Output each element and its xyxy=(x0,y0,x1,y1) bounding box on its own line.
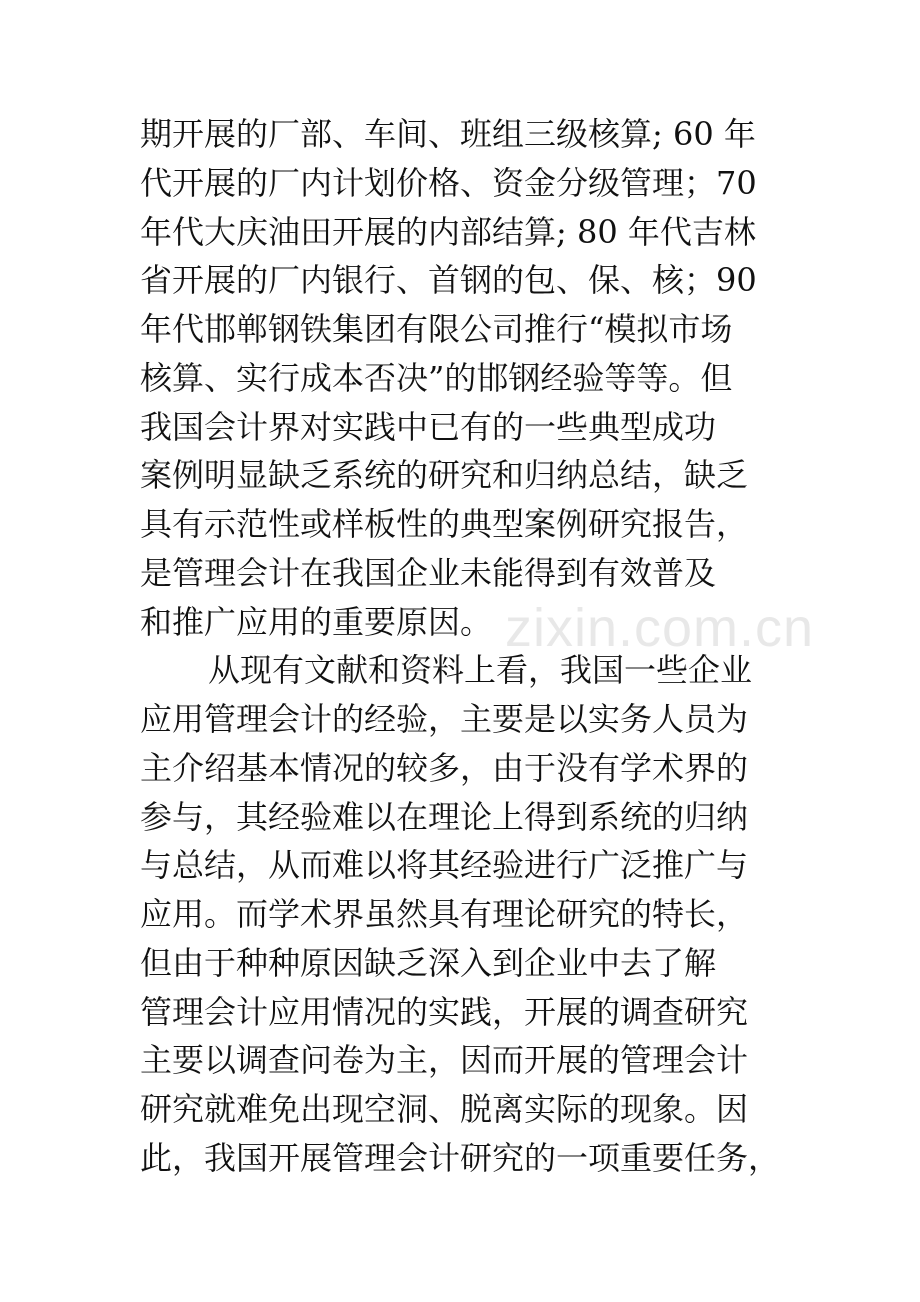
text-line: 主要以调查问卷为主，因而开展的管理会计 xyxy=(140,1041,749,1080)
text-line: 代开展的厂内计划价格、资金分级管理；70 xyxy=(140,163,757,202)
text-line: 但由于种种原因缺乏深入到企业中去了解 xyxy=(140,943,717,982)
text-line: 核算、实行成本否决”的邯钢经验等等。但 xyxy=(140,358,733,397)
text-line: 我国会计界对实践中已有的一些典型成功 xyxy=(140,407,717,446)
text-line: 应用。而学术界虽然具有理论研究的特长， xyxy=(140,895,749,933)
text-line: 研究就难免出现空洞、脱离实际的现象。因 xyxy=(140,1090,749,1128)
watermark: zixin.com.cn xyxy=(505,598,815,658)
text-line: 应用管理会计的经验，主要是以实务人员为 xyxy=(140,700,749,738)
text-line: 参与，其经验难以在理论上得到系统的归纳 xyxy=(140,797,749,836)
text-line: 年代大庆油田开展的内部结算; 80 年代吉林 xyxy=(140,212,756,251)
text-line: 省开展的厂内银行、首钢的包、保、核；90 xyxy=(140,261,757,300)
text-line: 年代邯郸钢铁集团有限公司推行“模拟市场 xyxy=(140,310,733,348)
text-line: 案例明显缺乏系统的研究和归纳总结，缺乏 xyxy=(140,456,749,495)
text-line: 具有示范性或样板性的典型案例研究报告， xyxy=(140,505,749,543)
text-line: 与总结，从而难以将其经验进行广泛推广与 xyxy=(140,846,749,885)
body-text xyxy=(140,110,790,1183)
text-line: 管理会计应用情况的实践，开展的调查研究 xyxy=(140,992,749,1031)
text-line: 此，我国开展管理会计研究的一项重要任务， xyxy=(140,1138,781,1177)
text-line: 期开展的厂部、车间、班组三级核算; 60 年 xyxy=(140,115,756,153)
text-line: 是管理会计在我国企业未能得到有效普及 xyxy=(140,553,717,592)
text-line: 和推广应用的重要原因。 xyxy=(140,602,493,641)
text-line: 主介绍基本情况的较多，由于没有学术界的 xyxy=(140,748,749,787)
paragraph-start-line: 从现有文献和资料上看，我国一些企业 xyxy=(208,651,753,690)
